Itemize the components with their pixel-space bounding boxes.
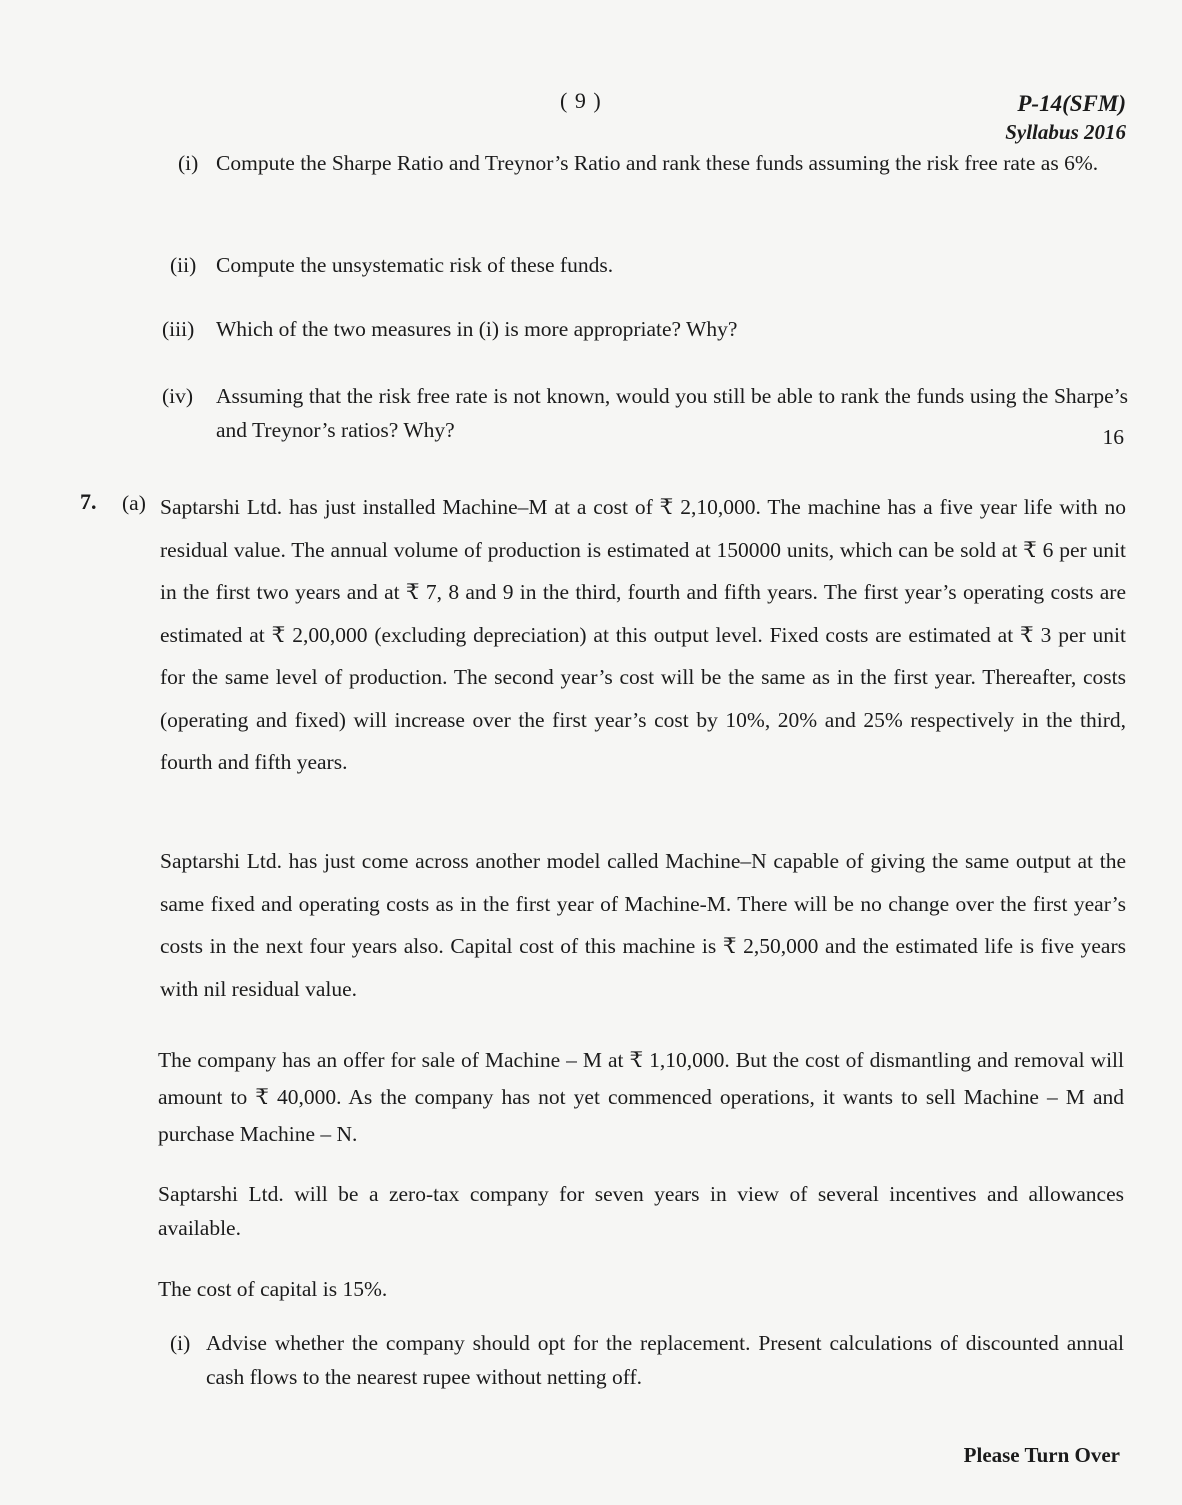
q6-part-text: Compute the unsystematic risk of these funds.: [216, 253, 614, 277]
q6-part-text: Assuming that the risk free rate is not known, would you still be able to rank the funds using the Sharpe’s and Treynor’s ratios? Why?: [216, 384, 1128, 442]
page-number: ( 9 ): [560, 88, 602, 113]
q7-paragraph: Saptarshi Ltd. has just installed Machine–M at a cost of ₹ 2,10,000. The machine has a five year life with no residual value. The annual volume of production is estimated at 150000 units, which can be sold at ₹ 6 per unit in the first two years and at ₹ 7, 8 and 9 in the third, fourth and fifth years. The first year’s operating costs are estimated at ₹ 2,00,000 (excluding depreciation) at this output level. Fixed costs are estimated at ₹ 3 per unit for the same level of production. The second year’s cost will be the same as in the first year. Thereafter, costs (operating and fixed) will increase over the first year’s cost by 10%, 20% and 25% respectively in the third, fourth and fifth years.: [160, 495, 1126, 774]
q6-part-label: (iv): [162, 384, 194, 408]
page-footer: Please Turn Over: [963, 1443, 1120, 1467]
q6-part-label: (ii): [170, 253, 197, 277]
q6-part-label: (i): [178, 151, 199, 175]
q6-part-label: (iii): [162, 317, 195, 341]
q6-part-text: Which of the two measures in (i) is more appropriate? Why?: [216, 317, 738, 341]
q7-paragraph: The company has an offer for sale of Machine – M at ₹ 1,10,000. But the cost of dismantling and removal will amount to ₹ 40,000. As the company has not yet commenced operations, it wants to sell Machine – M and purchase Machine – N.: [158, 1048, 1124, 1146]
q7-paragraph: Saptarshi Ltd. will be a zero-tax company for seven years in view of several incentives and allowances available.: [158, 1182, 1124, 1240]
question-number: 7.: [80, 489, 97, 514]
q7-paragraph: Saptarshi Ltd. has just come across another model called Machine–N capable of giving the same output at the same fixed and operating costs as in the first year of Machine-M. There will be no change over the first year’s costs in the next four years also. Capital cost of this machine is ₹ 2,50,000 and the estimated life is five years with nil residual value.: [160, 849, 1126, 1001]
paper-code-block: [1005, 90, 1126, 146]
q7-subpart-label: (i): [170, 1331, 191, 1355]
q7-paragraph: The cost of capital is 15%.: [158, 1277, 388, 1301]
q6-part-text: Compute the Sharpe Ratio and Treynor’s Ratio and rank these funds assuming the risk free rate as 6%.: [216, 151, 1099, 175]
q6-marks: 16: [1102, 425, 1124, 449]
syllabus-label: Syllabus 2016: [1005, 120, 1126, 144]
q7-part-label: (a): [122, 491, 146, 515]
paper-code: P-14(SFM): [1017, 91, 1126, 116]
q7-subpart-text: Advise whether the company should opt for the replacement. Present calculations of discounted annual cash flows to the nearest rupee without netting off.: [206, 1331, 1124, 1389]
